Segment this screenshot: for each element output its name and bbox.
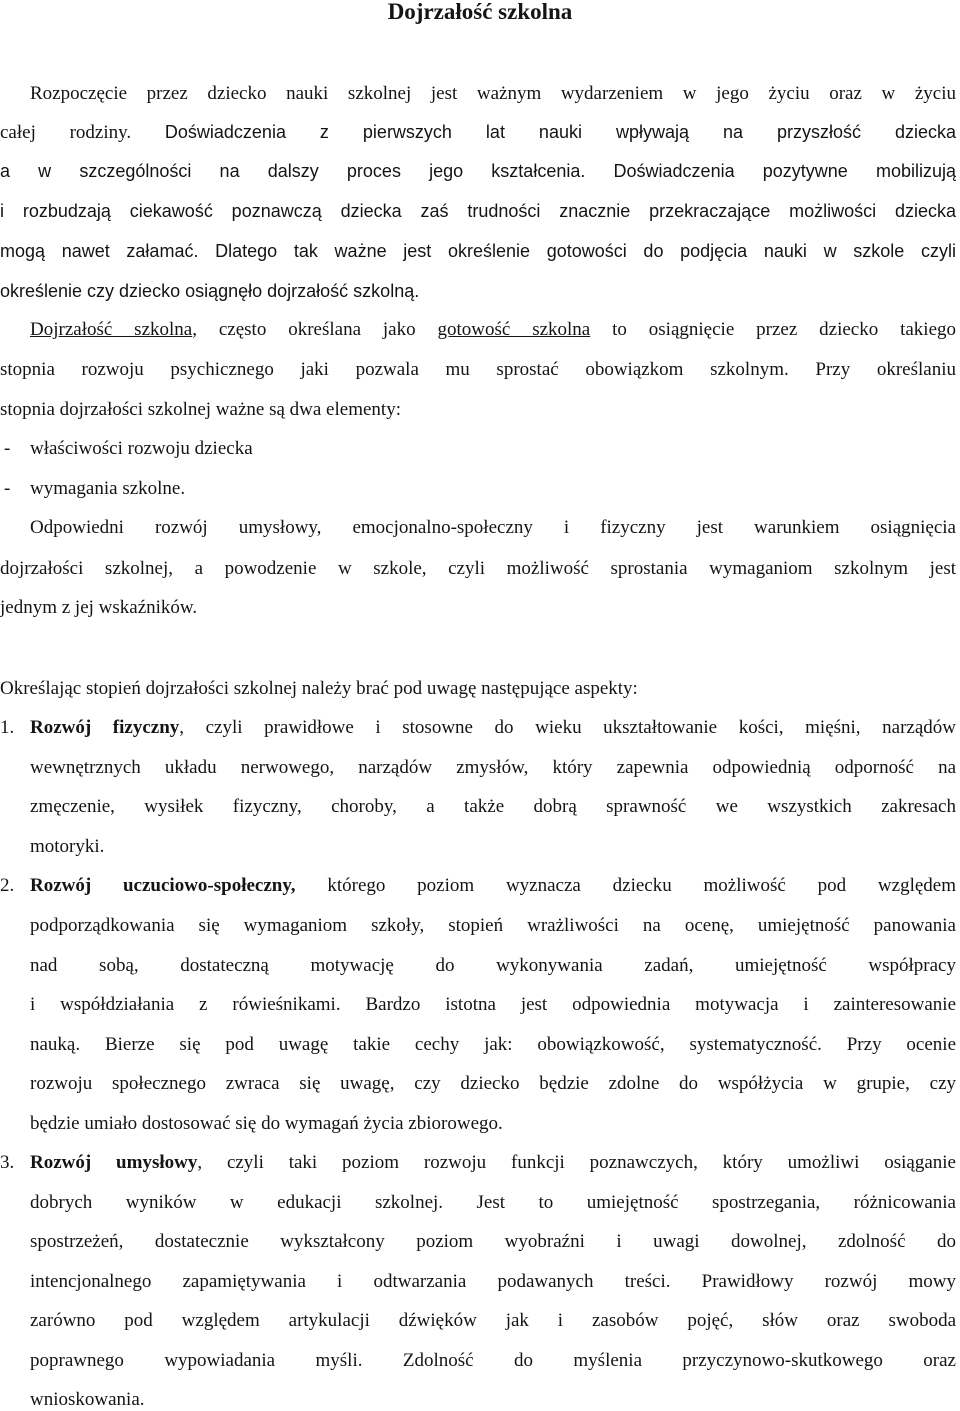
aspect-1-line-4: motoryki. bbox=[30, 836, 105, 857]
aspect-3-line-5: zarówno pod względem artykulacji dźwięków jak i zasobów pojęć, słów oraz swoboda bbox=[30, 1310, 956, 1331]
intro-line-2b: Doświadczenia z pierwszych lat nauki wpływają na przyszłość dziecka bbox=[164, 122, 956, 142]
aspect-1-line-3: zmęczenie, wysiłek fizyczny, choroby, a także dobrą sprawność we wszystkich zakresach bbox=[30, 796, 956, 817]
aspect-2-line-5: nauką. Bierze się pod uwagę takie cechy jak: obowiązkowość, systematyczność. Przy ocenie bbox=[30, 1034, 956, 1055]
definition-mid: , często określana jako bbox=[192, 319, 416, 340]
dash-bullet: - bbox=[4, 478, 11, 499]
aspect-text: , czyli taki poziom rozwoju funkcji poznawczych, który umożliwi osiąganie bbox=[197, 1152, 956, 1173]
intro-line-3b: Doświadczenia pozytywne mobilizują bbox=[613, 161, 956, 181]
definition-line-2b: Przy określaniu bbox=[815, 359, 956, 380]
definition-line-2 bbox=[0, 359, 956, 381]
aspect-number: 2. bbox=[0, 875, 15, 896]
intro-line-3a: a w szczególności na dalszy proces jego kształcenia. bbox=[0, 161, 586, 181]
intro-line-5b: Dlatego tak ważne jest określenie gotowości do podjęcia nauki w szkole czyli bbox=[215, 241, 956, 261]
list-item-text: wymagania szkolne. bbox=[30, 478, 186, 499]
development-line-2: dojrzałości szkolnej, a powodzenie w szkole, czyli możliwość sprostania wymaganiom szkolnym jest bbox=[0, 558, 956, 579]
intro-line-6: określenie czy dziecko osiągnęło dojrzałość szkolną. bbox=[0, 281, 420, 301]
definition-line-1 bbox=[30, 319, 956, 341]
aspect-3-line-6: poprawnego wypowiadania myśli. Zdolność do myślenia przyczynowo-skutkowego oraz bbox=[30, 1350, 956, 1371]
aspect-2-line-6: rozwoju społecznego zwraca się uwagę, czy dziecko będzie zdolne do współżycia w grupie, czy bbox=[30, 1073, 956, 1094]
aspect-heading: Rozwój umysłowy bbox=[30, 1152, 198, 1173]
aspect-3-line-4: intencjonalnego zapamiętywania i odtwarzania podawanych treści. Prawidłowy rozwój mowy bbox=[30, 1271, 956, 1292]
list-item bbox=[0, 438, 253, 460]
aspect-text: którego poziom wyznacza dziecku możliwość pod względem bbox=[295, 875, 956, 896]
aspect-2-line-7: będzie umiało dostosować się do wymagań życia zbiorowego. bbox=[30, 1113, 503, 1134]
intro-line-1: Rozpoczęcie przez dziecko nauki szkolnej jest ważnym wydarzeniem w jego życiu oraz w życiu bbox=[30, 83, 956, 104]
aspects-intro: Określając stopień dojrzałości szkolnej należy brać pod uwagę następujące aspekty: bbox=[0, 678, 638, 699]
definition-end: to osiągnięcie przez dziecko takiego bbox=[612, 319, 957, 340]
intro-line-2a: całej rodziny. bbox=[0, 122, 132, 143]
aspect-heading: Rozwój uczuciowo-społeczny, bbox=[30, 875, 296, 896]
aspect-2-line-1 bbox=[30, 875, 956, 897]
aspect-3-line-2: dobrych wyników w edukacji szkolnej. Jest to umiejętność spostrzegania, różnicowania bbox=[30, 1192, 956, 1213]
aspect-text: , czyli prawidłowe i stosowne do wieku ukształtowanie kości, mięśni, narządów bbox=[179, 717, 956, 738]
aspect-2-line-3: nad sobą, dostateczną motywację do wykonywania zadań, umiejętność współpracy bbox=[30, 955, 956, 976]
intro-line-2 bbox=[0, 121, 956, 144]
term-dojrzalosc: Dojrzałość szkolna bbox=[30, 319, 193, 340]
aspect-2-line-4: i współdziałania z rówieśnikami. Bardzo istotna jest odpowiednia motywacja i zainteresowanie bbox=[30, 994, 956, 1015]
aspect-number: 3. bbox=[0, 1152, 15, 1173]
aspect-3-line-1 bbox=[30, 1152, 956, 1174]
list-item bbox=[0, 478, 185, 500]
intro-line-5a: mogą nawet załamać. bbox=[0, 241, 199, 261]
intro-line-5 bbox=[0, 240, 956, 262]
term-gotowosc: gotowość szkolna bbox=[437, 319, 591, 340]
aspect-number: 1. bbox=[0, 717, 15, 738]
dash-bullet: - bbox=[4, 438, 11, 459]
aspect-3-line-3: spostrzeżeń, dostatecznie wykształcony poziom wyobraźni i uwagi dowolnej, zdolność do bbox=[30, 1231, 956, 1252]
aspect-1-line-2: wewnętrznych układu nerwowego, narządów zmysłów, który zapewnia odpowiednią odporność na bbox=[30, 757, 956, 778]
aspect-1-line-1 bbox=[30, 717, 956, 739]
intro-line-4: i rozbudzają ciekawość poznawczą dziecka zaś trudności znacznie przekraczające możliwości dziecka bbox=[0, 201, 956, 221]
development-line-3: jednym z jej wskaźników. bbox=[0, 597, 198, 618]
aspect-2-line-2: podporządkowania się wymaganiom szkoły, stopień wrażliwości na ocenę, umiejętność panowania bbox=[30, 915, 956, 936]
aspect-heading: Rozwój fizyczny bbox=[30, 717, 180, 738]
definition-line-2a: stopnia rozwoju psychicznego jaki pozwala mu sprostać obowiązkom szkolnym. bbox=[0, 359, 789, 380]
definition-line-3: stopnia dojrzałości szkolnej ważne są dwa elementy: bbox=[0, 399, 401, 420]
list-item-text: właściwości rozwoju dziecka bbox=[30, 438, 253, 459]
aspect-3-line-7: wnioskowania. bbox=[30, 1389, 145, 1410]
intro-line-3 bbox=[0, 160, 956, 182]
development-line-1: Odpowiedni rozwój umysłowy, emocjonalno-społeczny i fizyczny jest warunkiem osiągnięcia bbox=[30, 517, 956, 538]
page-title: Dojrzałość szkolna bbox=[387, 0, 573, 24]
